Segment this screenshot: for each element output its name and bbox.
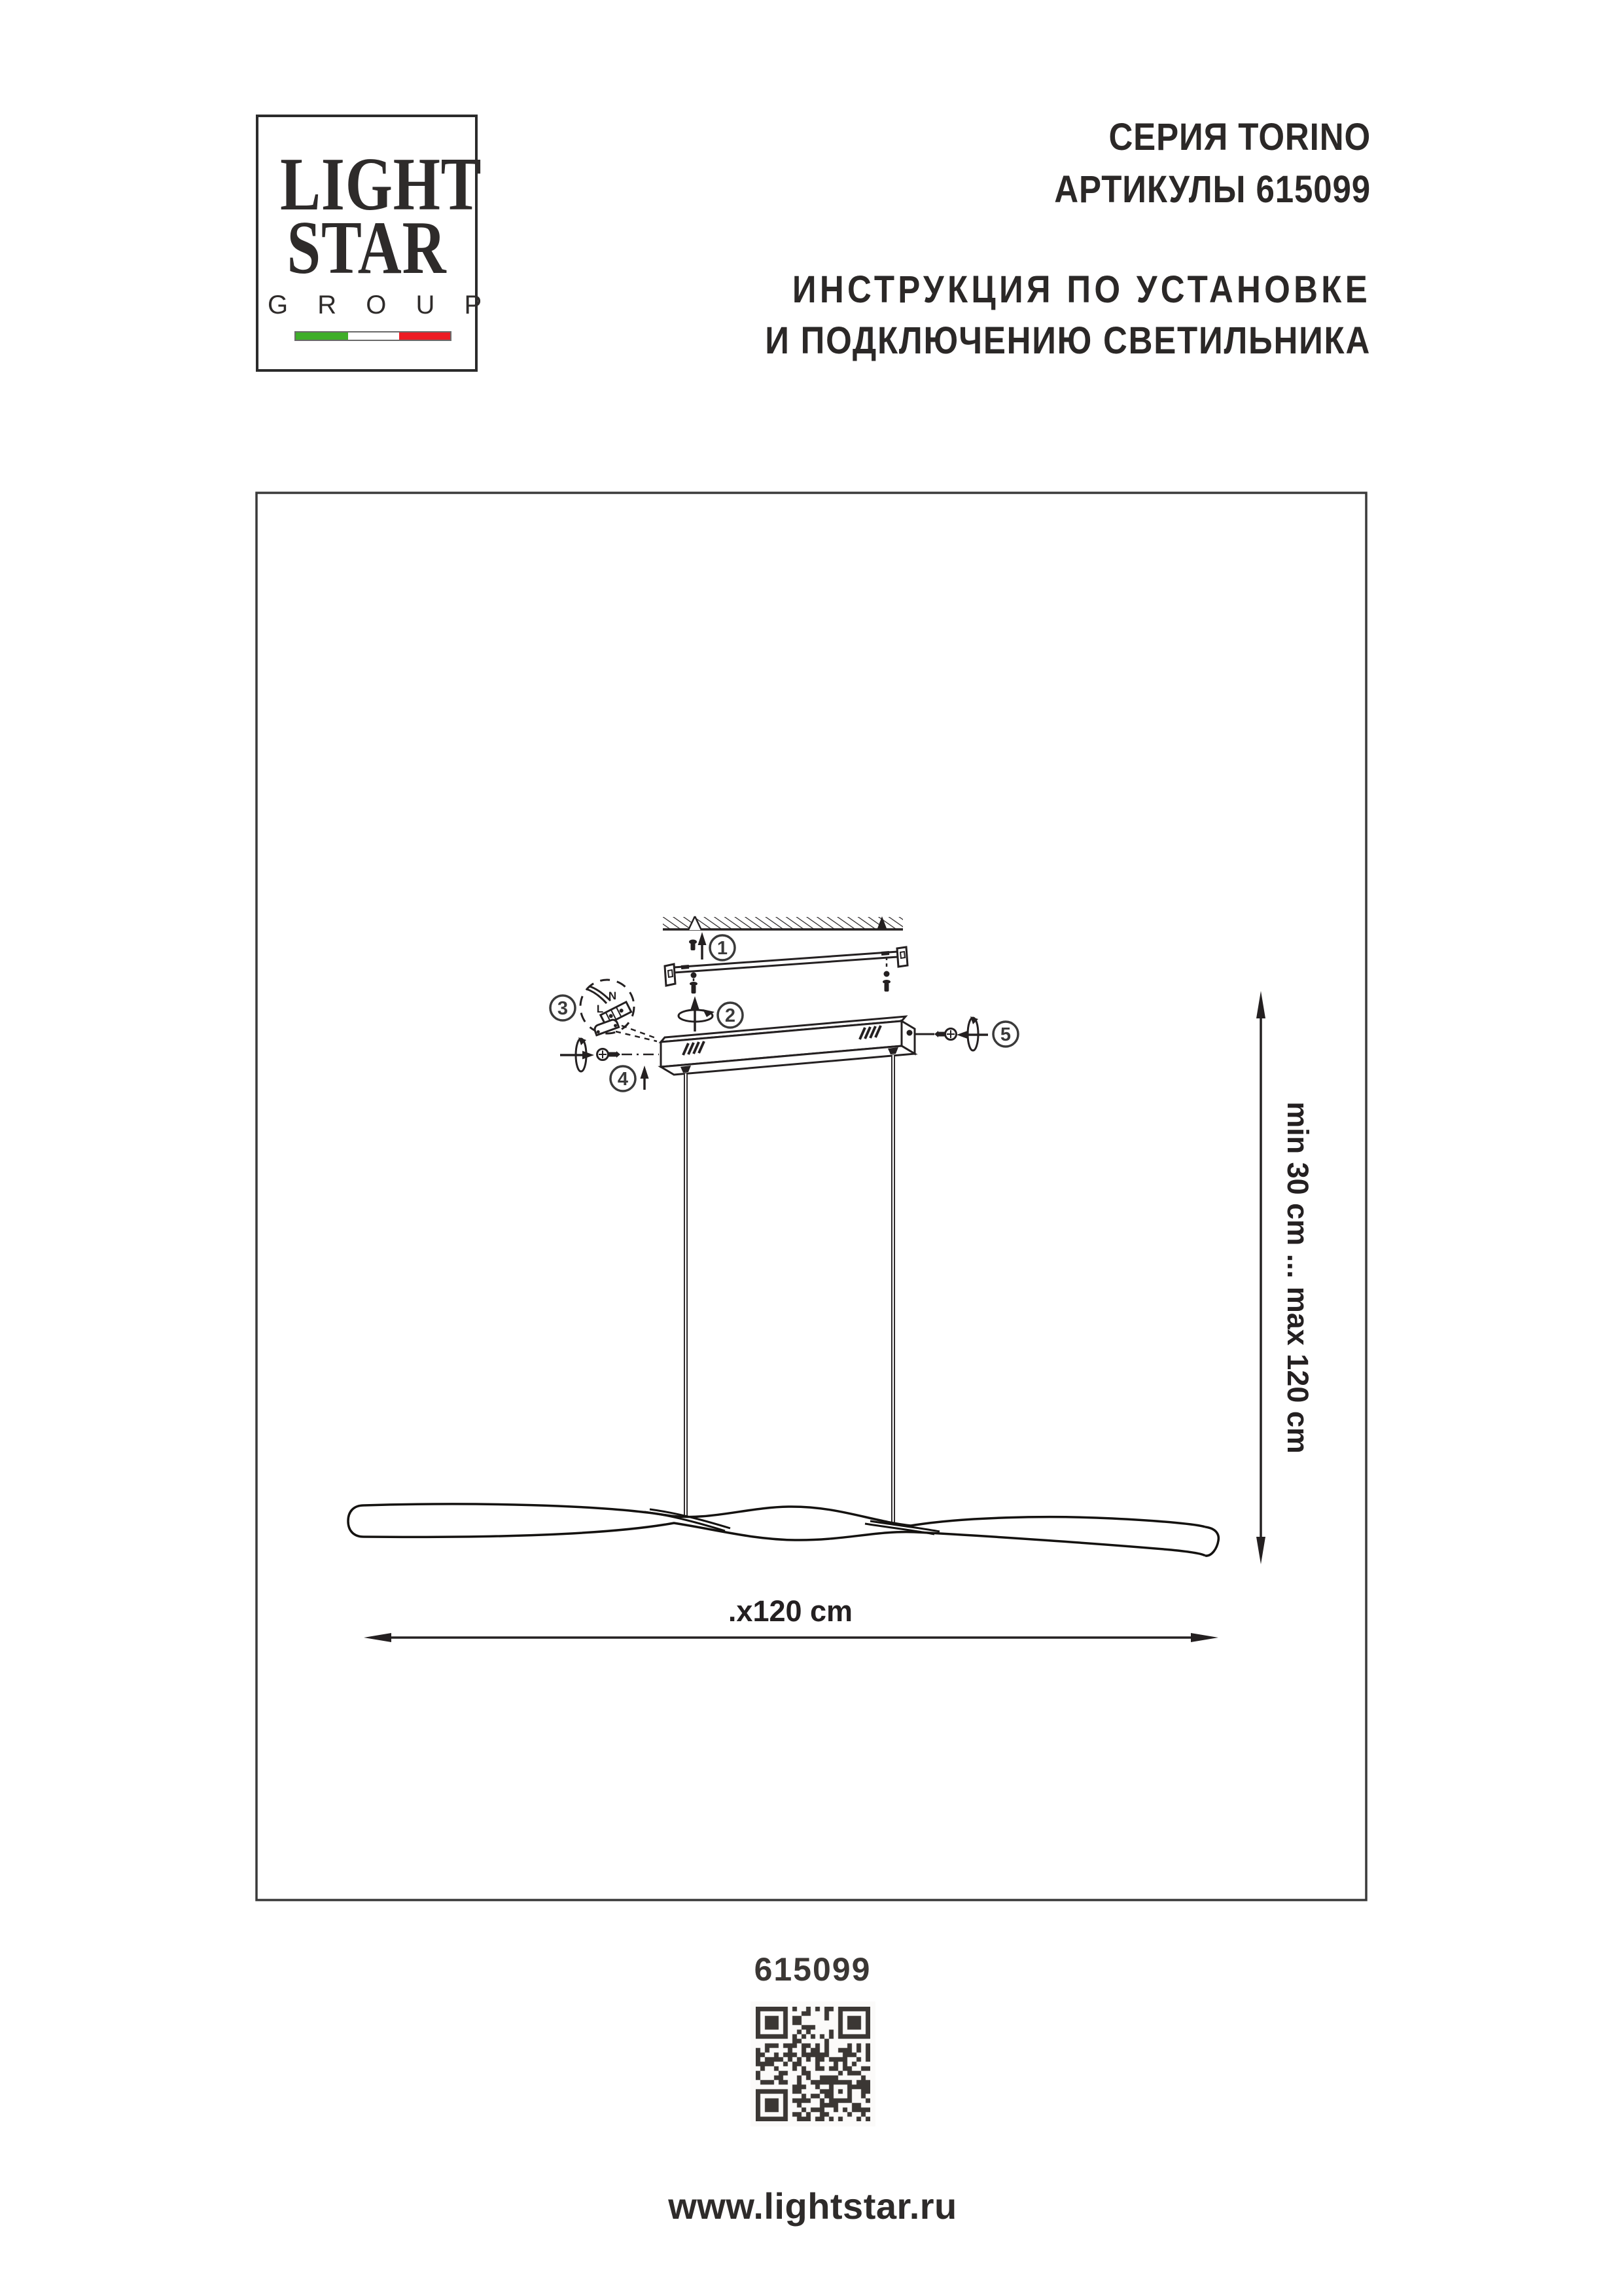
- instruction-title-line2: И ПОДКЛЮЧЕНИЮ СВЕТИЛЬНИКА: [765, 319, 1371, 362]
- logo-word-group: G R O U P: [268, 291, 493, 319]
- bracket-screws: [690, 957, 891, 994]
- qr-code: [756, 2007, 870, 2121]
- terminal-label-n: N: [608, 990, 617, 1002]
- qr-code-container: [750, 2001, 875, 2126]
- callout-4-group: [560, 1037, 659, 1091]
- wiring-detail: [550, 980, 658, 1041]
- diagram-frame: [256, 493, 1366, 1900]
- callout-5-label: 5: [1000, 1024, 1012, 1045]
- dimension-horizontal: [364, 1594, 1218, 1642]
- dimension-vertical: [1256, 991, 1315, 1564]
- callout-4-label: 4: [617, 1069, 629, 1090]
- callout-2-label: 2: [724, 1005, 736, 1026]
- callout-1-group: [689, 932, 735, 960]
- canopy-box: [661, 1016, 915, 1075]
- logo-word-light: LIGHT: [280, 143, 482, 226]
- terminal-label-l: L: [596, 1003, 604, 1015]
- suspension-cables: [686, 1055, 893, 1524]
- callout-2-group: [679, 996, 743, 1031]
- website-url: www.lightstar.ru: [668, 2185, 957, 2227]
- vertical-dimension-label: min 30 cm ... max 120 cm: [1281, 1102, 1315, 1454]
- callout-5-group: [915, 1016, 1018, 1050]
- instruction-title-line1: ИНСТРУКЦИЯ ПО УСТАНОВКЕ: [792, 268, 1371, 311]
- callout-3-label: 3: [557, 998, 569, 1019]
- lamp-body: [348, 1504, 1218, 1556]
- ceiling-hatch: [663, 916, 903, 930]
- series-title: СЕРИЯ TORINO: [1108, 116, 1371, 158]
- article-number: 615099: [754, 1951, 872, 1988]
- canopy-side-hole: [907, 1030, 913, 1036]
- horizontal-dimension-label: .x120 cm: [728, 1594, 853, 1628]
- logo-word-star: STAR: [287, 206, 447, 290]
- articles-title: АРТИКУЛЫ 615099: [1054, 168, 1371, 211]
- callout-1-label: 1: [716, 938, 728, 959]
- arrow-up-icon: [698, 932, 707, 945]
